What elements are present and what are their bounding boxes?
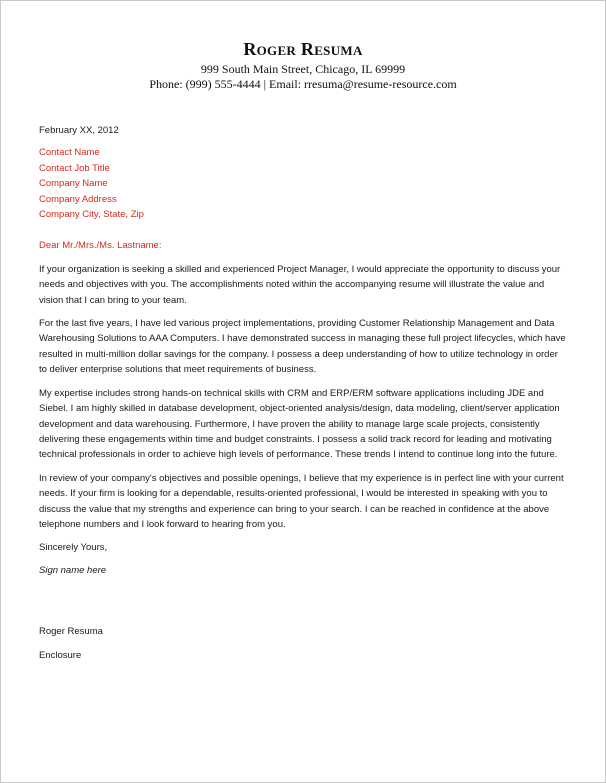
enclosure-note: Enclosure [39,649,82,661]
paragraph-experience: For the last five years, I have led various project implementations, providing Customer Relationship Management and Data Warehousing Solutions to AAA Computers. I have demonstrated success in managing these full project lifecycles, which have resulted in multi-million dollar savings for the company. I possess a deep understanding of how to utilize technology in order to deliver enterprise solutions that meet requirements of business. [39,318,566,376]
paragraph-intro: If your organization is seeking a skilled and experienced Project Manager, I would appreciate the opportunity to discuss your needs and objectives with you. The accomplishments noted within the accompanying resume will illustrate the value and vision that I can bring to your team. [39,263,561,306]
letterhead [1,38,605,92]
recipient-contact-name: Contact Name [39,147,100,159]
signer-name: Roger Resuma [39,626,103,638]
recipient-company-name: Company Name [39,178,108,190]
recipient-city-state-zip: Company City, State, Zip [39,209,144,221]
signature-placeholder: Sign name here [39,564,107,576]
paragraph-expertise: My expertise includes strong hands-on technical skills with CRM and ERP/ERM software applications including JDE and Siebel. I am highly skilled in database development, object-oriented analysis/design, data modeling, client/server application development and data warehousing. Furthermore, I have proven the ability to manage large scale projects, consistently delivering these engagements within time and budget constraints. I possess a solid track record for leading and motivating technical professionals in order to achieve high levels of performance. These trends I intend to continue long into the future. [39,387,560,461]
recipient-job-title: Contact Job Title [39,162,110,174]
letter-date: February XX, 2012 [39,125,119,136]
recipient-block [39,145,567,222]
sender-contact: Phone: (999) 555-4444 | Email: rresuma@resume-resource.com [149,77,457,91]
closing: Sincerely Yours, [39,542,108,554]
paragraph-conclusion: In review of your company's objectives and possible openings, I believe that my experience is in perfect line with your current needs. If your firm is looking for a dependable, results-oriented professional, I would be interested in speaking with you to discuss the value that my strengths and experience can bring to your search. I can be reached in confidence at the above telephone numbers and I look forward to hearing from you. [39,472,564,530]
letter-body [39,123,567,663]
salutation: Dear Mr./Mrs./Ms. Lastname: [39,240,162,252]
sender-name: Roger Resuma [243,39,363,59]
sender-address: 999 South Main Street, Chicago, IL 69999 [200,62,406,76]
recipient-company-address: Company Address [39,193,117,205]
